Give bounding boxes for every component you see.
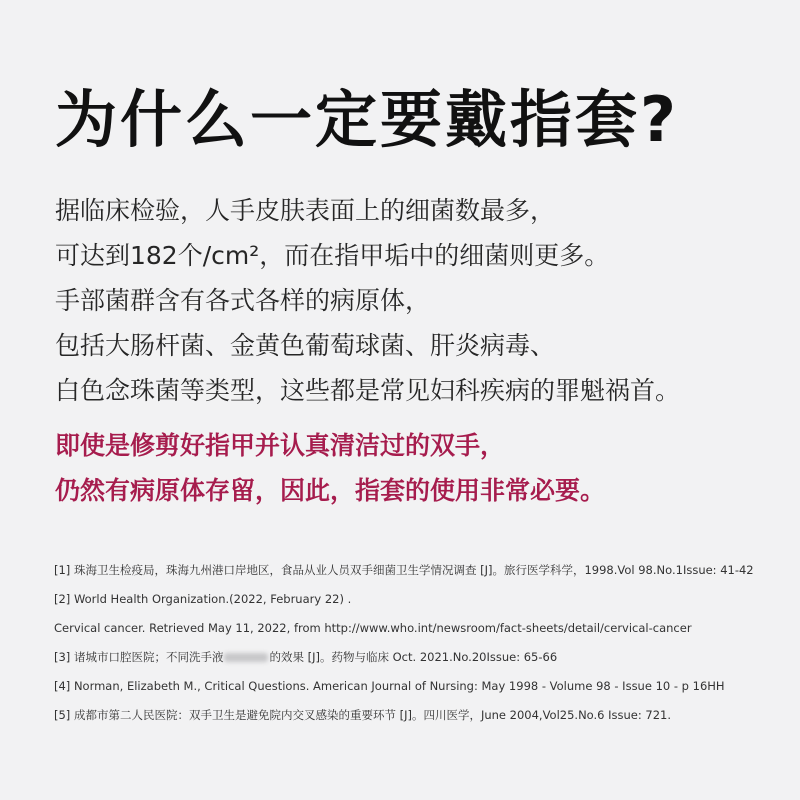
reference-item: [2] World Health Organization.(2022, February 22) . xyxy=(54,592,352,606)
emphasis-line: 即使是修剪好指甲并认真清洁过的双手， xyxy=(55,431,506,460)
emphasis-paragraph xyxy=(55,423,755,513)
reference-item: [1] 珠海卫生检疫局，珠海九州港口岸地区，食品从业人员双手细菌卫生学情况调查 [J]。旅行医学科学，1998.Vol 98.No.1Issue: 41-42 xyxy=(54,563,754,577)
references-list xyxy=(54,556,754,730)
body-line: 包括大肠杆菌、金黄色葡萄球菌、肝炎病毒、 xyxy=(55,331,556,360)
page-title: 为什么一定要戴指套? xyxy=(55,83,679,156)
body-line: 手部菌群含有各式各样的病原体， xyxy=(55,286,431,315)
reference-item: [4] Norman, Elizabeth M., Critical Questions. American Journal of Nursing: May 1998 - Volume 98 - Issue 10 - p 16HH xyxy=(54,679,725,693)
body-line: 据临床检验，人手皮肤表面上的细菌数最多， xyxy=(55,196,556,225)
reference-text: [3] 诸城市口腔医院；不同洗手液 xyxy=(54,650,224,664)
reference-item xyxy=(54,643,754,672)
reference-text: 的效果 [J]。药物与临床 Oct. 2021.No.20Issue: 65-66 xyxy=(269,650,558,664)
body-line: 可达到182个/cm²，而在指甲垢中的细菌则更多。 xyxy=(55,241,610,270)
body-line: 白色念珠菌等类型，这些都是常见妇科疾病的罪魁祸首。 xyxy=(55,376,681,405)
emphasis-line: 仍然有病原体存留，因此，指套的使用非常必要。 xyxy=(55,476,606,505)
body-paragraph xyxy=(55,188,755,413)
blurred-brand-name xyxy=(224,653,268,662)
reference-item: Cervical cancer. Retrieved May 11, 2022, from http://www.who.int/newsroom/fact-sheets/detail/cervical-cancer xyxy=(54,621,692,635)
reference-item: [5] 成都市第二人民医院：双手卫生是避免院内交叉感染的重要环节 [J]。四川医学，June 2004,Vol25.No.6 Issue: 721. xyxy=(54,708,672,722)
